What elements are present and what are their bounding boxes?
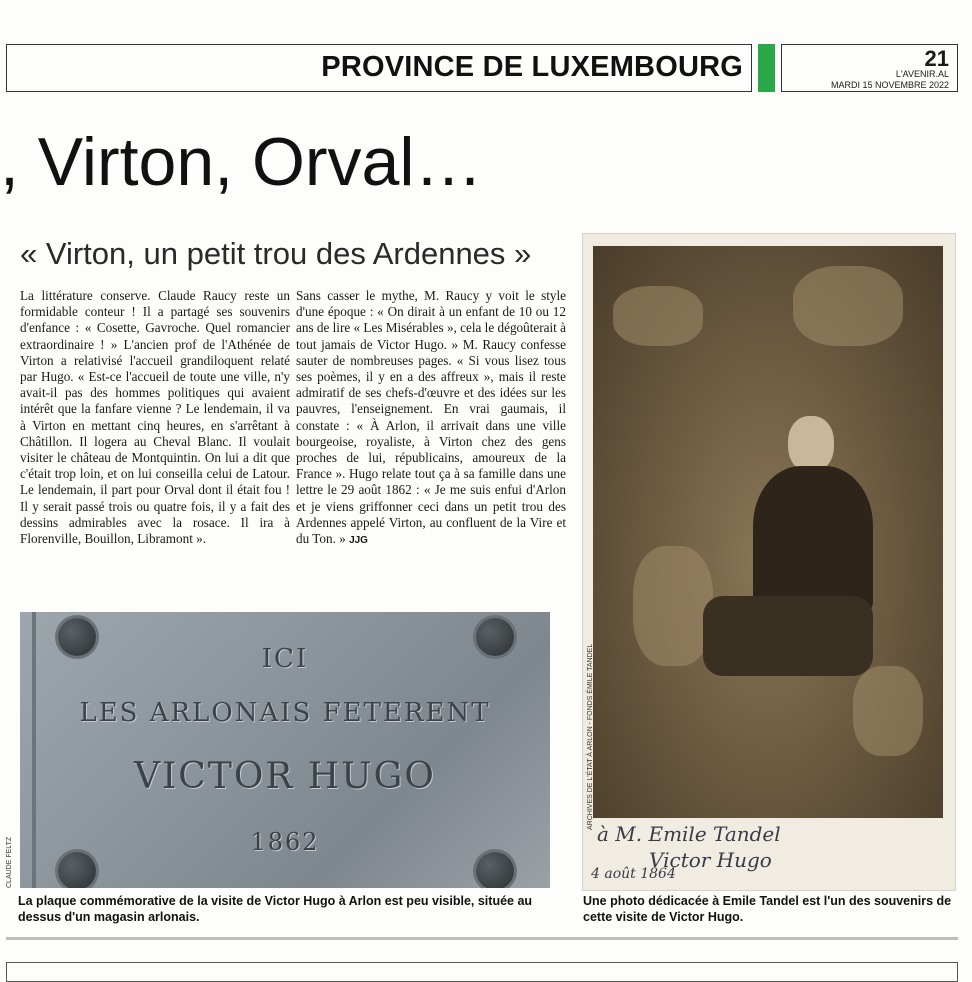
figure-legs	[703, 596, 873, 676]
portrait-image	[593, 246, 943, 818]
photo-inscription-2: Victor Hugo	[649, 848, 772, 872]
section-title: PROVINCE DE LUXEMBOURG	[321, 51, 743, 83]
photo-stain	[853, 666, 923, 756]
article-column-2	[296, 288, 566, 549]
plaque-line-2: LES ARLONAIS FETERENT	[79, 698, 491, 728]
page-divider	[6, 937, 958, 940]
plaque-photo-credit: CLAUDE FELTZ	[6, 836, 13, 888]
photo-inscription-3: 4 août 1864	[591, 866, 676, 882]
subheadline: « Virton, un petit trou des Ardennes »	[20, 236, 532, 271]
plaque-line-4: 1862	[250, 828, 320, 856]
portrait-photo-credit: ARCHIVES DE L'ÉTAT À ARLON - FONDS ÉMILE TANDEL	[587, 643, 594, 830]
plaque-photo	[20, 612, 550, 888]
figure-head	[788, 416, 834, 472]
photo-stain	[613, 286, 703, 346]
bolt-icon	[476, 852, 514, 888]
photo-stain	[793, 266, 903, 346]
article-text-2: Sans casser le mythe, M. Raucy y voit le style d'une époque : « On dirait à un enfant de 10 ou 12 ans de lire « Les Misérables », cela le dégoûterait à tout jamais de Victor Hugo. » M. Raucy confesse sauter de nombreuses pages. « Si vous lisez tous ses poèmes, il y en a des affreux », mais il reste admiratif de ses chefs-d'œuvre et des idées sur les pauvres, l'enseignement. En vrai gaumais, il constate : « À Arlon, il arrivait dans une ville bourgeoise, royaliste, à Virton chez des gens proches de lui, républicains, amoureux de la France ». Hugo relate tout ça à sa famille dans une lettre le 29 août 1862 : « Je me suis enfui d'Arlon et je viens griffonner ceci dans un petit trou des Ardennes appelé Virton, au confluent de la Vire et du Ton. »	[296, 288, 566, 547]
article-text-1: La littérature conserve. Claude Raucy reste un formidable conteur ! Il a partagé ses souvenirs d'enfance : « Cosette, Gavroche. Quel romancier extraordinaire ! » L'ancien prof de l'Athénée de Virton a relativisé l'accueil grandiloquent relaté par Hugo. « Est-ce l'accueil de toute une ville, n'y avait-il pas des hommes politiques qui avaient intérêt que la fanfare vienne ? Le lendemain, il va à Virton en mettant cinq heures, en s'arrêtant à Châtillon. Il logera au Cheval Blanc. Il voulait visiter le château de Montquintin. On lui a dit que c'était trop loin, et on lui conseilla celui de Latour. Le lendemain, il part pour Orval dont il était fou ! Il y serait passé trois ou quatre fois, il y a fait des dessins admirables avec la rosace. Il ira à Florenville, Bouillon, Libramont ».	[20, 288, 290, 547]
bolt-icon	[58, 852, 96, 888]
publication-date: MARDI 15 NOVEMBRE 2022	[830, 80, 949, 90]
author-signature: JJG	[349, 535, 368, 547]
photo-stain	[633, 546, 713, 666]
seated-figure	[743, 416, 883, 676]
page-number: 21	[924, 46, 949, 71]
portrait-photo	[583, 234, 955, 890]
article-column-1	[20, 288, 290, 547]
portrait-caption: Une photo dédicacée à Emile Tandel est l'un des souvenirs de cette visite de Victor Hugo.	[583, 894, 952, 924]
figure-body	[753, 466, 873, 616]
plaque-caption: La plaque commémorative de la visite de Victor Hugo à Arlon est peu visible, située au dessus d'un magasin arlonais.	[18, 894, 533, 924]
plaque-line-3: VICTOR HUGO	[134, 756, 436, 797]
photo-inscription-1: à M. Emile Tandel	[597, 822, 781, 846]
publication-name: L'AVENIR.AL	[895, 69, 949, 79]
plaque-line-1: ICI	[261, 644, 309, 674]
page-info	[781, 44, 958, 92]
section-accent-bar	[758, 44, 775, 92]
section-header	[6, 44, 752, 92]
headline: , Virton, Orval…	[0, 124, 483, 200]
next-article-frame	[6, 962, 958, 982]
